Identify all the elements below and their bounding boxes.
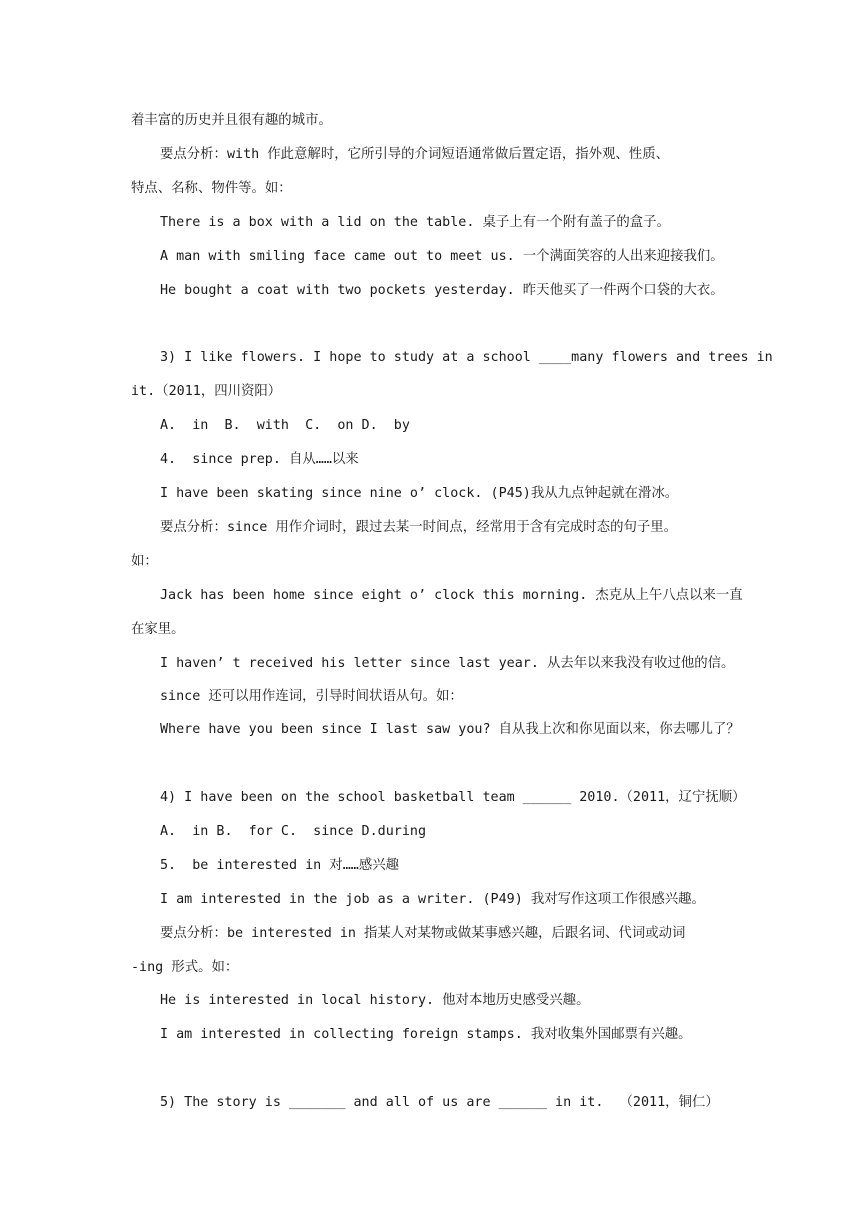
text-line: 要点分析：since 用作介词时，跟过去某一时间点，经常用于含有完成时态的句子里。 [160,520,678,535]
example-sentence-cont: 在家里。 [131,622,185,637]
exercise-question: 4) I have been on the school basketball team ______ 2010.（2011，辽宁抚顺） [160,790,746,805]
text-line: 要点分析：with 作此意解时，它所引导的介词短语通常做后置定语，指外观、性质、 [160,147,669,162]
text-line: 着丰富的历史并且很有趣的城市。 [131,113,332,128]
answer-options: A. in B. with C. on D. by [160,418,410,433]
text-line: since 还可以用作连词，引导时间状语从句。如： [160,689,463,704]
exercise-question: 5) The story is _______ and all of us are ______ in it. （2011，铜仁） [160,1095,719,1110]
text-line: -ing 形式。如： [131,960,239,975]
example-sentence: A man with smiling face came out to meet us. 一个满面笑容的人出来迎接我们。 [160,249,724,264]
example-sentence: I am interested in collecting foreign stamps. 我对收集外国邮票有兴趣。 [160,1027,692,1042]
example-sentence: I haven’ t received his letter since last year. 从去年以来我没有收过他的信。 [160,656,735,671]
example-sentence: He bought a coat with two pockets yesterday. 昨天他买了一件两个口袋的大衣。 [160,283,724,298]
example-sentence: There is a box with a lid on the table. 桌子上有一个附有盖子的盒子。 [160,215,670,230]
section-heading: 4. since prep. 自从……以来 [160,452,359,467]
text-line: 如： [131,554,158,569]
example-sentence: I am interested in the job as a writer. (P49) 我对写作这项工作很感兴趣。 [160,892,705,907]
example-sentence: I have been skating since nine o’ clock. (P45)我从九点钟起就在滑冰。 [160,486,679,501]
exercise-question-cont: it.（2011，四川资阳） [131,384,282,399]
exercise-question: 3) I like flowers. I hope to study at a school ____many flowers and trees in [160,350,773,365]
text-line: 特点、名称、物件等。如： [131,181,292,196]
answer-options: A. in B. for C. since D.during [160,824,427,839]
section-heading: 5. be interested in 对……感兴趣 [160,858,399,873]
example-sentence: Jack has been home since eight o’ clock this morning. 杰克从上午八点以来一直 [160,588,743,603]
example-sentence: He is interested in local history. 他对本地历史感受兴趣。 [160,993,590,1008]
example-sentence: Where have you been since I last saw you? 自从我上次和你见面以来，你去哪儿了？ [160,722,740,737]
text-line: 要点分析：be interested in 指某人对某物或做某事感兴趣，后跟名词、代词或动词 [160,926,686,941]
